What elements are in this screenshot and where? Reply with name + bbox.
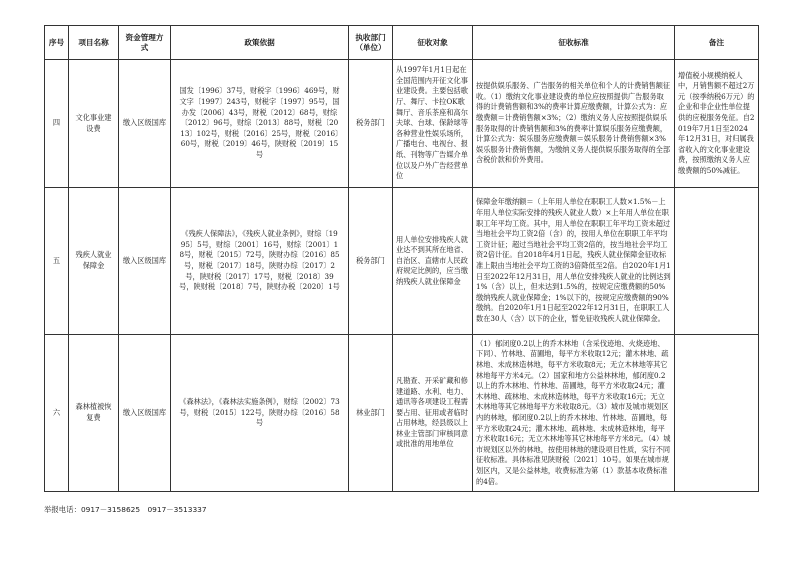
row-standard: （1）郁闭度0.2以上的乔木林地（含采伐迹地、火烧迹地、下同）、竹林地、苗圃地，每平方米收取12元；灌木林地、疏林地、未成林造林地，每平方米收取8元；无立木林地等其它林地每平方米4元。（2）国家和地方公益林林地，郁闭度0.2以上的乔木林地、竹林地、苗圃地，每平方米收取24元；灌木林地、疏林地、未成林造林地，每平方米收取16元；无立木林地等其它林地每平方米收取8元。（3）城市及城市规划区内的林地，郁闭度0.2以上的乔木林地、竹林地、苗圃地，每平方米收取24元；灌木林地、疏林地、未成林造林地，每平方米收取16元；无立木林地等其它林地每平方米8元。（4）城市规划区以外的林地，按使用林地的建设项目性质，实行不同征收标准。具体标准见陕财税〔2021〕10号。如果在城市规划区内，又是公益林地，收费标准为第（1）款基本收费标准的4倍。 (473, 335, 675, 492)
header-standard: 征收标准 (473, 26, 675, 60)
report-phone-footer: 举报电话：0917－3158625 0917－3513337 (44, 505, 207, 514)
header-note: 备注 (675, 26, 759, 60)
header-basis: 政策依据 (171, 26, 349, 60)
header-seq: 序号 (45, 26, 69, 60)
row-target: 从1997年1月1日起在全国范围内开征文化事业建设费。主要包括歌厅、舞厅、卡拉OK歌舞厅、音乐茶座和高尔夫球、台球、保龄球等各种营业性娱乐场所，广播电台、电视台、报纸、刊物等广告媒介单位以及户外广告经营单位 (393, 60, 473, 188)
row-dept: 税务部门 (349, 60, 393, 188)
row-note: 增值税小规模纳税人中，月销售额不超过2万元（按季纳税6万元）的企业和非企业性单位提供的应税服务免征。自2019年7月1日至2024年12月31日，对归属我省收入的文化事业建设费，按照缴纳义务人应缴费额的50%减征。 (675, 60, 759, 188)
row-name: 文化事业建设费 (69, 60, 119, 188)
header-mgmt: 资金管理方式 (119, 26, 171, 60)
table-header-row (45, 26, 759, 60)
table-row (45, 60, 759, 188)
row-basis: 《森林法》，《森林法实施条例》，财综〔2002〕73号，财税〔2015〕122号，陕财办综〔2016〕58号 (171, 335, 349, 492)
table-row (45, 188, 759, 335)
header-name: 项目名称 (69, 26, 119, 60)
row-seq: 六 (45, 335, 69, 492)
row-note (675, 188, 759, 335)
row-seq: 四 (45, 60, 69, 188)
row-mgmt: 缴入区级国库 (119, 188, 171, 335)
header-target: 征收对象 (393, 26, 473, 60)
row-name: 森林植被恢复费 (69, 335, 119, 492)
header-dept: 执收部门（单位） (349, 26, 393, 60)
row-standard: 保障金年缴纳额＝（上年用人单位在职职工人数×1.5%－上年用人单位实际安排的残疾人就业人数）×上年用人单位在职职工年平均工资。其中，用人单位在职职工年平均工资未超过当地社会平均工资2倍（含）的，按用人单位在职职工年平均工资计征；超过当地社会平均工资2倍的，按当地社会平均工资2倍计征。自2018年4月1日起，残疾人就业保障金征收标准上限由当地社会平均工资的3倍降低至2倍。自2020年1月1日至2022年12月31日，用人单位安排残疾人就业的比例达到1%（含）以上，但未达到1.5%的，按规定应缴费额的50%缴纳残疾人就业保障金；1%以下的，按规定应缴费额的90%缴纳。自2020年1月1日起至2022年12月31日，在职职工人数在30人（含）以下的企业，暂免征收残疾人就业保障金。 (473, 188, 675, 335)
row-target: 用人单位安排残疾人就业达不到其所在地省、自治区、直辖市人民政府规定比例的，应当缴纳残疾人就业保障金 (393, 188, 473, 335)
table-row (45, 335, 759, 492)
row-dept: 税务部门 (349, 188, 393, 335)
row-dept: 林业部门 (349, 335, 393, 492)
row-note (675, 335, 759, 492)
row-basis: 国发〔1996〕37号，财税字〔1996〕469号，财文字〔1997〕243号，财税字〔1997〕95号，国办发〔2006〕43号，财税〔2012〕68号，财综〔2012〕96号，财综〔2013〕88号，财税〔2013〕102号，财税〔2016〕25号，财税〔2016〕60号，财税〔2019〕46号，陕财税〔2019〕15号 (171, 60, 349, 188)
row-standard: 按提供娱乐服务、广告服务的相关单位和个人的计费销售额征收。（1）缴纳文化事业建设费的单位应按照提供广告服务取得的计费销售额和3%的费率计算应缴费额，计算公式为：应缴费额＝计费销售额×3%；（2）缴纳义务人应按照提供娱乐服务取得的计费销售额和3%的费率计算娱乐服务应缴费额，计算公式为：娱乐服务应缴费额＝娱乐服务计费销售额×3%娱乐服务计费销售额，为缴纳义务人提供娱乐服务取得的全部含税价款和价外费用。 (473, 60, 675, 188)
row-name: 残疾人就业保障金 (69, 188, 119, 335)
row-mgmt: 缴入区级国库 (119, 335, 171, 492)
fee-table (44, 25, 759, 492)
row-target: 凡勘查、开采矿藏和修建道路、水利、电力、通讯等各项建设工程需要占用、征用或者临时占用林地，经县级以上林业主管部门审核同意或批准的用地单位 (393, 335, 473, 492)
row-basis: 《残疾人保障法》，《残疾人就业条例》，财综〔1995〕5号，财综〔2001〕16号，财综〔2001〕18号，财税〔2015〕72号，陕财办综〔2016〕85号，财税〔2017〕18号，陕财办综〔2017〕2号，陕财税〔2017〕17号，财税〔2018〕39号，陕财税〔2018〕7号，陕财办税〔2020〕1号 (171, 188, 349, 335)
row-mgmt: 缴入区级国库 (119, 60, 171, 188)
row-seq: 五 (45, 188, 69, 335)
